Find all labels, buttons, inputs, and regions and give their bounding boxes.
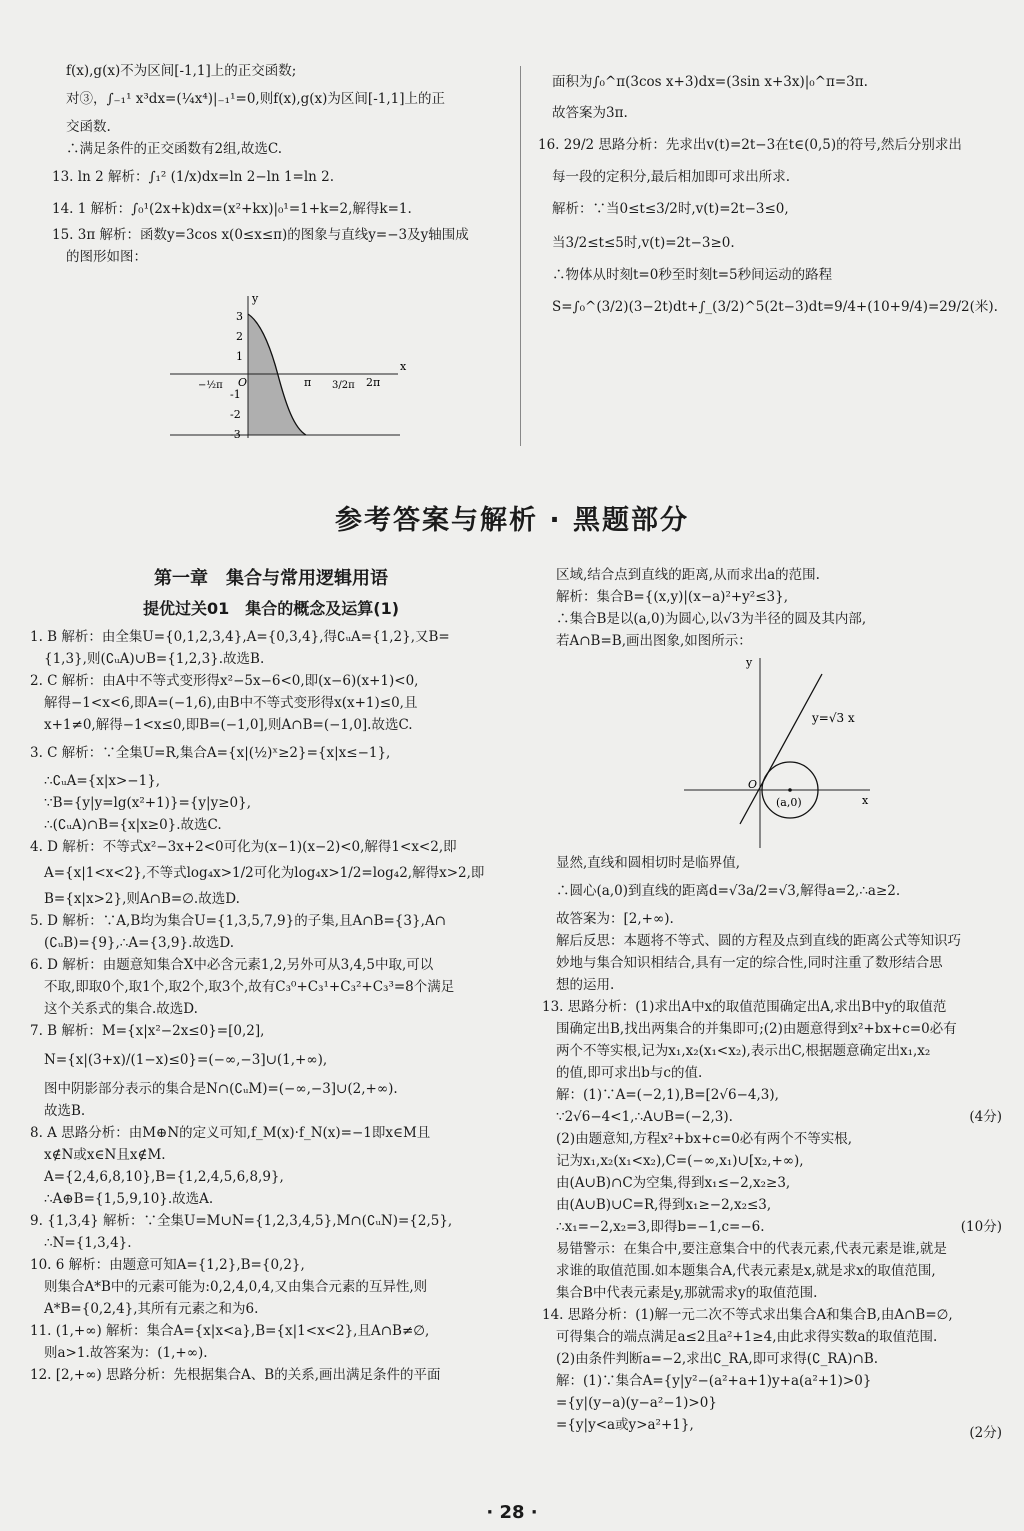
text-line: ∴圆心(a,0)到直线的距离d=√3a/2=√3,解得a=2,∴a≥2. xyxy=(556,883,901,899)
line-label: y=√3 x xyxy=(812,711,855,725)
text-line: 故选B. xyxy=(44,1103,86,1119)
line-circle-graph xyxy=(680,652,880,850)
text-line: 易错警示：在集合中,要注意集合中的代表元素,代表元素是谁,就是 xyxy=(556,1241,947,1257)
text-line: 故答案为：[2,+∞). xyxy=(556,911,674,927)
answer-6: 6. D 解析：由题意知集合X中必含元素1,2,另外可从3,4,5中取,可以 xyxy=(30,957,434,973)
y-axis-label: y xyxy=(746,656,753,669)
page-number: · 28 · xyxy=(486,1502,538,1523)
text-line: 交函数. xyxy=(66,119,111,135)
answer-5: 5. D 解析：∵A,B均为集合U={1,3,5,7,9}的子集,且A∩B={3},A∩ xyxy=(30,913,446,929)
text-line: 区域,结合点到直线的距离,从而求出a的范围. xyxy=(556,567,820,583)
answer-14: 14. 思路分析：(1)解一元二次不等式求出集合A和集合B,由A∩B=∅, xyxy=(542,1307,953,1323)
text-line: 两个不等实根,记为x₁,x₂(x₁<x₂),表示出C,根据题意确定出x₁,x₂ xyxy=(556,1043,931,1059)
text-line: (2)由题意知,方程x²+bx+c=0必有两个不等实根, xyxy=(556,1131,853,1147)
text-line: ={y|(y−a)(y−a²−1)>0} xyxy=(556,1395,717,1411)
y-tick-minus-3: -3 xyxy=(230,428,241,440)
answer-16: 16. 29/2 思路分析：先求出v(t)=2t−3在t∈(0,5)的符号,然后分别求出 xyxy=(538,137,962,153)
text-line: (2)由条件判断a=−2,求出∁_RA,即可求得(∁_RA)∩B. xyxy=(556,1351,879,1367)
score-2: (2分) xyxy=(969,1425,1002,1441)
text-line: 显然,直线和圆相切时是临界值, xyxy=(556,855,741,871)
answer-9: 9. {1,3,4} 解析：∵全集U=M∪N={1,2,3,4,5},M∩(∁ᵤN)={2,5}, xyxy=(30,1213,453,1229)
text-line: (∁ᵤB)={9},∴A={3,9}.故选D. xyxy=(44,935,235,951)
text-line: 由(A∪B)∪C=R,得到x₁≥−2,x₂≤3, xyxy=(556,1197,772,1213)
text-line: A*B={0,2,4},其所有元素之和为6. xyxy=(44,1301,259,1317)
text-line: 故答案为3π. xyxy=(552,105,628,121)
bottom-left-column xyxy=(30,562,512,1386)
text-line: ∴N={1,3,4}. xyxy=(44,1235,132,1251)
text-line: 解：(1)∵A=(−2,1),B=[2√6−4,3), xyxy=(556,1087,779,1103)
y-tick-minus-1: -1 xyxy=(230,388,241,401)
text-line: N={x|(3+x)/(1−x)≤0}=(−∞,−3]∪(1,+∞), xyxy=(44,1052,328,1068)
text-line: 解析：集合B={(x,y)|(x−a)²+y²≤3}, xyxy=(556,589,788,605)
text-line: 解：(1)∵集合A={y|y²−(a²+a+1)y+a(a²+1)>0} xyxy=(556,1373,872,1389)
text-line: 解析：∵当0≤t≤3/2时,v(t)=2t−3≤0, xyxy=(552,201,789,217)
top-left-column xyxy=(52,60,512,268)
text-line: S=∫₀^(3/2)(3−2t)dt+∫_(3/2)^5(2t−3)dt=9/4+(10+9/4)=29/2(米). xyxy=(552,299,998,315)
text-line: A={2,4,6,8,10},B={1,2,4,5,6,8,9}, xyxy=(44,1169,284,1185)
circle-center-point xyxy=(788,788,792,792)
text-line: 面积为∫₀^π(3cos x+3)dx=(3sin x+3x)|₀^π=3π. xyxy=(552,74,868,90)
x-tick-three-half-pi: 3/2π xyxy=(332,380,355,391)
answer-13: 13. 思路分析：(1)求出A中x的取值范围确定出A,求出B中y的取值范 xyxy=(542,999,947,1015)
text-span: ={y|y<a或y>a²+1}, xyxy=(556,1417,694,1433)
text-line: 解得−1<x<6,即A=(−1,6),由B中不等式变形得x(x+1)≤0,且 xyxy=(44,695,418,711)
text-line: 不取,即取0个,取1个,取2个,取3个,故有C₃⁰+C₃¹+C₃²+C₃³=8个满足 xyxy=(44,979,455,995)
origin-label: O xyxy=(238,376,248,389)
y-tick-1: 1 xyxy=(236,350,243,363)
text-line: 的图形如图： xyxy=(66,249,147,265)
text-line: 这个关系式的集合.故选D. xyxy=(44,1001,198,1017)
text-line: 当3/2≤t≤5时,v(t)=2t−3≥0. xyxy=(552,235,735,251)
answer-1: 1. B 解析：由全集U={0,1,2,3,4},A={0,3,4},得∁ᵤA={1,2},又B= xyxy=(30,629,450,645)
text-line: ∵B={y|y=lg(x²+1)}={y|y≥0}, xyxy=(44,795,252,811)
text-line: 则集合A*B中的元素可能为:0,2,4,0,4,又由集合元素的互异性,则 xyxy=(44,1279,428,1295)
y-tick-minus-2: -2 xyxy=(230,408,241,421)
text-line: 若A∩B=B,画出图象,如图所示： xyxy=(556,633,752,649)
x-tick-neg-half-pi: −½π xyxy=(198,380,223,391)
text-line: 想的运用. xyxy=(556,977,615,993)
x-tick-2pi: 2π xyxy=(366,376,381,389)
text-line: 由(A∪B)∩C为空集,得到x₁≤−2,x₂≥3, xyxy=(556,1175,791,1191)
text-line: 可得集合的端点满足a≤2且a²+1≥4,由此求得实数a的取值范围. xyxy=(556,1329,938,1345)
text-line: 围确定出B,找出两集合的并集即可;(2)由题意得到x²+bx+c=0必有 xyxy=(556,1021,957,1037)
text-line: ∴满足条件的正交函数有2组,故选C. xyxy=(66,141,283,157)
answer-11: 11. (1,+∞) 解析：集合A={x|x<a},B={x|1<x<2},且A∩B≠∅, xyxy=(30,1323,430,1339)
text-line: A={x|1<x<2},不等式log₄x>1/2可化为log₄x>1/2=log₄2,解得x>2,即 xyxy=(44,865,485,881)
text-line: ∴A⊕B={1,5,9,10}.故选A. xyxy=(44,1191,214,1207)
column-divider xyxy=(520,66,521,446)
y-tick-2: 2 xyxy=(236,330,243,343)
text-line: 则a>1.故答案为：(1,+∞). xyxy=(44,1345,208,1361)
text-line: 求谁的取值范围.如本题集合A,代表元素是x,就是求x的取值范围, xyxy=(556,1263,936,1279)
answer-7: 7. B 解析：M={x|x²−2x≤0}=[0,2], xyxy=(30,1023,265,1039)
text-span: ∴x₁=−2,x₂=3,即得b=−1,c=−6. xyxy=(556,1219,765,1235)
text-line: ∴集合B是以(a,0)为圆心,以√3为半径的圆及其内部, xyxy=(556,611,867,627)
y-tick-3: 3 xyxy=(236,310,243,323)
chapter-title: 第一章 集合与常用逻辑用语 xyxy=(154,568,388,589)
answer-13: 13. ln 2 解析：∫₁² (1/x)dx=ln 2−ln 1=ln 2. xyxy=(52,169,335,185)
text-line: 的值,即可求出b与c的值. xyxy=(556,1065,703,1081)
text-line: x∉N或x∈N且x∉M. xyxy=(44,1147,166,1163)
bottom-right-column-top xyxy=(542,564,1002,652)
x-axis-label: x xyxy=(400,360,407,373)
origin-label: O xyxy=(748,778,758,791)
answer-10: 10. 6 解析：由题意可知A={1,2},B={0,2}, xyxy=(30,1257,305,1273)
x-tick-pi: π xyxy=(304,376,312,389)
cosine-area-graph xyxy=(160,290,410,440)
section-title: 提优过关01 集合的概念及运算(1) xyxy=(142,599,400,618)
bottom-right-column xyxy=(542,852,1002,1441)
x-axis-label: x xyxy=(862,794,869,807)
text-line xyxy=(542,1414,1002,1441)
answer-12: 12. [2,+∞) 思路分析：先根据集合A、B的关系,画出满足条件的平面 xyxy=(30,1367,441,1383)
main-title: 参考答案与解析 · 黑题部分 xyxy=(334,505,690,536)
text-line: 集合B中代表元素是y,那就需求y的取值范围. xyxy=(556,1285,818,1301)
text-line: f(x),g(x)不为区间[-1,1]上的正交函数; xyxy=(66,63,297,79)
text-line: {1,3},则(∁ᵤA)∪B={1,2,3}.故选B. xyxy=(44,651,265,667)
center-label: (a,0) xyxy=(776,796,802,809)
answer-14: 14. 1 解析：∫₀¹(2x+k)dx=(x²+kx)|₀¹=1+k=2,解得k=1. xyxy=(52,201,412,217)
answer-3: 3. C 解析：∵全集U=R,集合A={x|(½)ˣ≥2}={x|x≤−1}, xyxy=(30,745,391,761)
score-4: (4分) xyxy=(969,1109,1002,1125)
answer-2: 2. C 解析：由A中不等式变形得x²−5x−6<0,即(x−6)(x+1)<0, xyxy=(30,673,419,689)
y-axis-label: y xyxy=(252,292,259,305)
text-line: 妙地与集合知识相结合,具有一定的综合性,同时注重了数形结合思 xyxy=(556,955,943,971)
answer-4: 4. D 解析：不等式x²−3x+2<0可化为(x−1)(x−2)<0,解得1<x<2,即 xyxy=(30,839,457,855)
text-line: ∴物体从时刻t=0秒至时刻t=5秒间运动的路程 xyxy=(552,267,833,283)
text-line: 记为x₁,x₂(x₁<x₂),C=(−∞,x₁)∪[x₂,+∞), xyxy=(556,1153,804,1169)
top-right-column xyxy=(538,66,1004,324)
text-line: 图中阴影部分表示的集合是N∩(∁ᵤM)=(−∞,−3]∪(2,+∞). xyxy=(44,1081,398,1097)
answer-8: 8. A 思路分析：由M⊕N的定义可知,f_M(x)·f_N(x)=−1即x∈M且 xyxy=(30,1125,431,1141)
text-line xyxy=(542,1216,1002,1238)
score-10: (10分) xyxy=(960,1219,1002,1235)
answer-15: 15. 3π 解析：函数y=3cos x(0≤x≤π)的图象与直线y=−3及y轴围成 xyxy=(52,227,469,243)
text-line: x+1≠0,解得−1<x≤0,即B=(−1,0],则A∩B=(−1,0].故选C. xyxy=(44,717,413,733)
text-line: ∴(∁ᵤA)∩B={x|x≥0}.故选C. xyxy=(44,817,222,833)
text-span: ∵2√6−4<1,∴A∪B=(−2,3). xyxy=(556,1109,733,1125)
text-line xyxy=(542,1106,1002,1128)
text-line: 解后反思：本题将不等式、圆的方程及点到直线的距离公式等知识巧 xyxy=(556,933,961,949)
text-line: 每一段的定积分,最后相加即可求出所求. xyxy=(552,169,791,185)
text-line: 对③，∫₋₁¹ x³dx=(¼x⁴)|₋₁¹=0,则f(x),g(x)为区间[-1,1]上的正 xyxy=(66,91,445,107)
text-line: B={x|x>2},则A∩B=∅.故选D. xyxy=(44,891,240,907)
text-line: ∴∁ᵤA={x|x>−1}, xyxy=(44,773,161,789)
